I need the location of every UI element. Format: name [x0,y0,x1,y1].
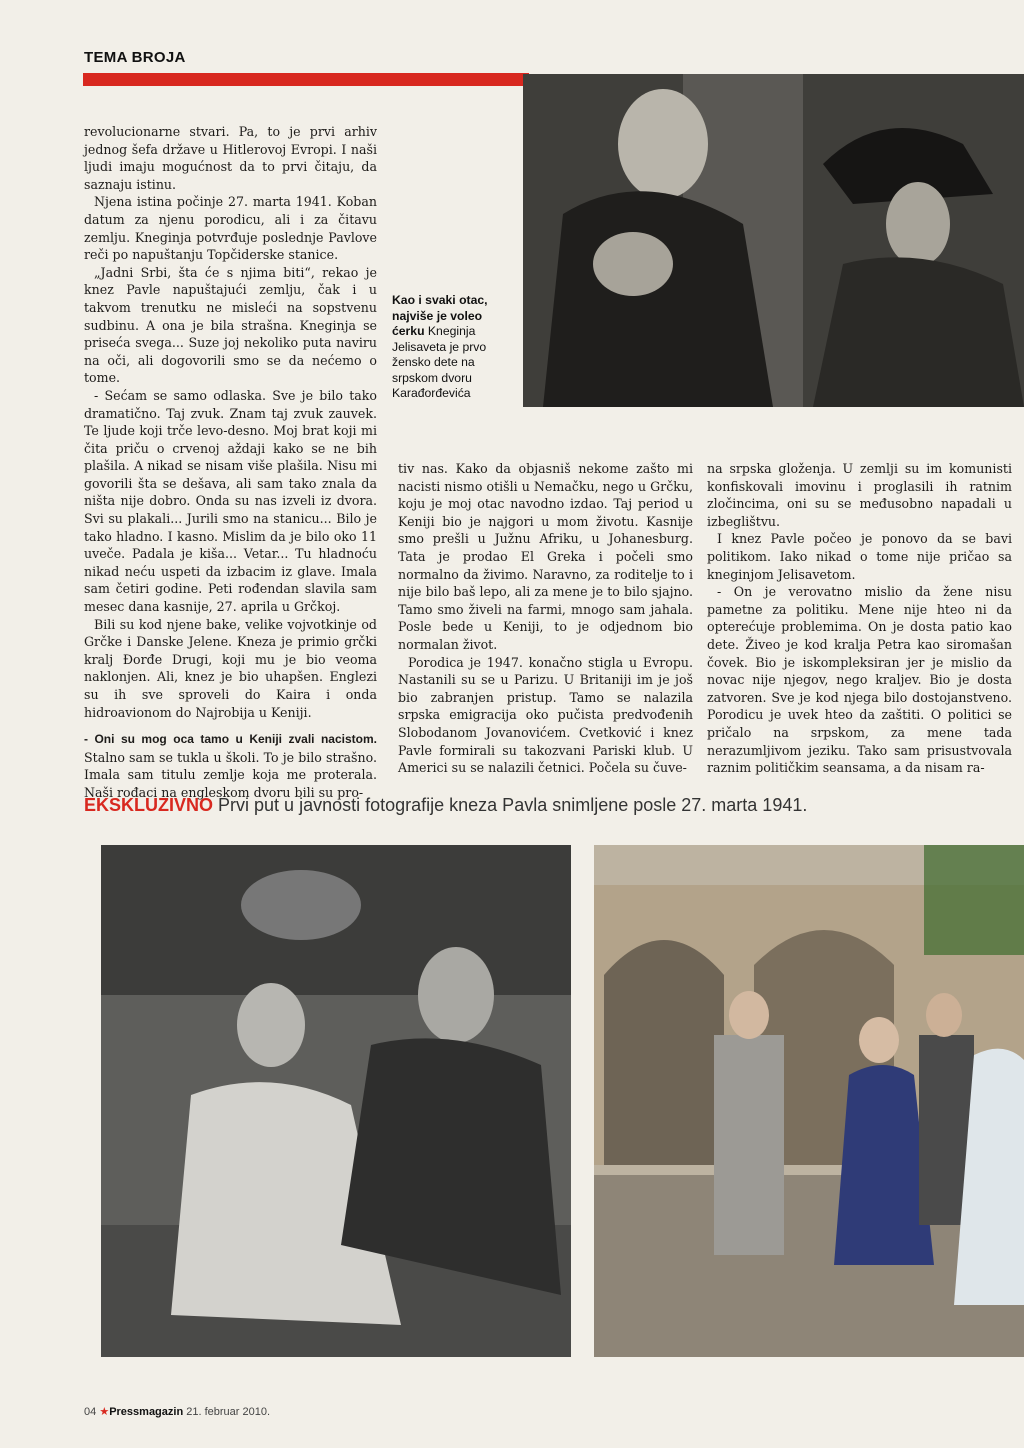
paragraph: tiv nas. Kako da objasniš nekome zašto mi nacisti nismo otišli u Nemačku, nego u Grčku, koju je moj otac navodno izdao. Taj period u Keniji bio je najgori u mom životu. Kasnije smo prešli u Južnu Afriku, u Johanesburg. Tata je prodao El Greka i počeli smo normalno da živimo. Naravno, za roditelje to i nije bilo baš lepo, ali za mene je to bilo sjajno. Tamo smo živeli na farmi, mnogo sam jahala. Posle bede u Keniji, to je odjednom bio normalan život. [398,461,693,652]
header-red-bar [83,73,529,86]
star-icon: ★ [99,1406,110,1418]
article-column-1 [84,123,377,802]
paragraph-text: Stalno sam se tukla u školi. To je bilo strašno. Imala sam titulu zemlje koja me proterala. Naši rođaci na engleskom dvoru bili su pro- [84,749,377,800]
paragraph [84,730,377,801]
photo-couple-garden [101,845,571,1357]
paragraph: I knez Pavle počeo je ponovo da se bavi politikom. Iako nikad o tome nije pričao sa kneginjom Jelisavetom. [707,531,1012,582]
photo-caption [392,293,510,402]
section-label: TEMA BROJA [84,49,186,66]
exclusive-banner [84,795,807,816]
paragraph: Porodica je 1947. konačno stigla u Evropu. Nastanili su se u Parizu. U Britaniji im je još bio zabranjen pristup. Tamo se nalazila srpska emigracija oko pučista predvođenih Slobodanom Jovanovićem. Cvetković i knez Pavle formirali su takozvani Pariski klub. U Americi su se nalazili četnici. Počela su čuve- [398,654,693,776]
paragraph: Bili su kod njene bake, velike vojvotkinje od Grčke i Danske Jelene. Kneza je primio grčki kralj Đorđe Drugi, koji mu je bio veoma naklonjen. Ali, knez je bio uhapšen. Englezi su ih sve sproveli do Kaira i onda hidroavionom do Najrobija u Keniji. [84,616,377,720]
photo-prince-with-baby [523,74,1024,407]
caption-lead: Kao i svaki otac, najviše je voleo ćerku [392,293,488,338]
article-column-2 [398,460,693,777]
article-column-3 [707,460,1012,777]
issue-date: 21. februar 2010. [186,1406,271,1418]
paragraph: „Jadni Srbi, šta će s njima biti“, rekao je knez Pavle napuštajući zemlju, čak i u takvom trenutku ne misleći na sopstvenu sudbinu. A ona je bila strašna. Kneginja se priseća svega... Suze joj nekoliko puta naviru na oči, ali dogovorili smo se da nećemo o tome. [84,264,377,386]
page-number: 04 [84,1406,97,1418]
paragraph: - On je verovatno mislio da žene nisu pametne za politiku. Mene nije hteo ni da opterećuje problemima. On je dosta patio kao dete. Živeo je kod kralja Petra kao siromašan čovek. Bio je iskompleksiran jer je mislio da novac nije njegov, nego kraljev. Bio je dosta zatvoren. Sve je kod njega bilo dostojanstveno. Porodicu je uvek hteo da zaštiti. O politici se pričalo na srpskom, za mene tada nerazumljivom jeziku. Tako sam prisustvovala raznim političkim seansama, a da nisam ra- [707,584,1012,776]
photo-group-courtyard-art [594,845,1024,1357]
paragraph: Njena istina počinje 27. marta 1941. Koban datum za njenu porodicu, ali i za čitavu zemlju. Kneginja potvrđuje poslednje Pavlove reči po napuštanju Topčiderske stanice. [84,194,377,263]
page-footer [84,1405,270,1418]
paragraph-lead: - Oni su mog oca tamo u Keniji zvali nacistom. [84,732,377,747]
paragraph: - Sećam se samo odlaska. Sve je bilo tako dramatično. Taj zvuk. Znam taj zvuk zauvek. Te ljude koji trče levo-desno. Moj brat koji mi čita priču o crvenoj aždaji kako se ne bih plašila. A nikad se nisam više plašila. Nisu mi govorili šta se dešava, ali sam tako znala da ništa nije dobro. Onda su nas izveli iz dvora. Svi su plakali... Jurili smo na stanicu... Bilo je tako hladno. I kasno. Mislim da je bilo oko 11 uveče. Padala je kiša... Vetar... Tu hladnoću nikad neću uspeti da izbacim iz glave. Imala sam četiri godine. Peti rođendan slavila sam mesec dana kasnije, 27. aprila u Grčkoj. [84,387,377,615]
exclusive-tag: EKSKLUZIVNO [84,795,214,815]
paragraph: revolucionarne stvari. Pa, to je prvi arhiv jednog šefa države u Hitlerovoj Evropi. I naši ljudi imaju mogućnost da to prvi čitaju, da saznaju istinu. [84,124,377,192]
photo-couple-garden-art [101,845,571,1357]
caption-text: Kneginja Jelisaveta je prvo žensko dete na srpskom dvoru Karađorđevića [392,324,487,400]
magazine-name: Pressmagazin [109,1406,184,1418]
exclusive-text: Prvi put u javnosti fotografije kneza Pavla snimljene posle 27. marta 1941. [218,795,808,815]
photo-group-courtyard [594,845,1024,1357]
photo-prince-with-baby-art [523,74,1024,407]
paragraph: na srpska gloženja. U zemlji su im komunisti konfiskovali imovinu i proglasili ih ratnim zločincima, oni su se međusobno napadali u izbeglištvu. [707,461,1012,529]
